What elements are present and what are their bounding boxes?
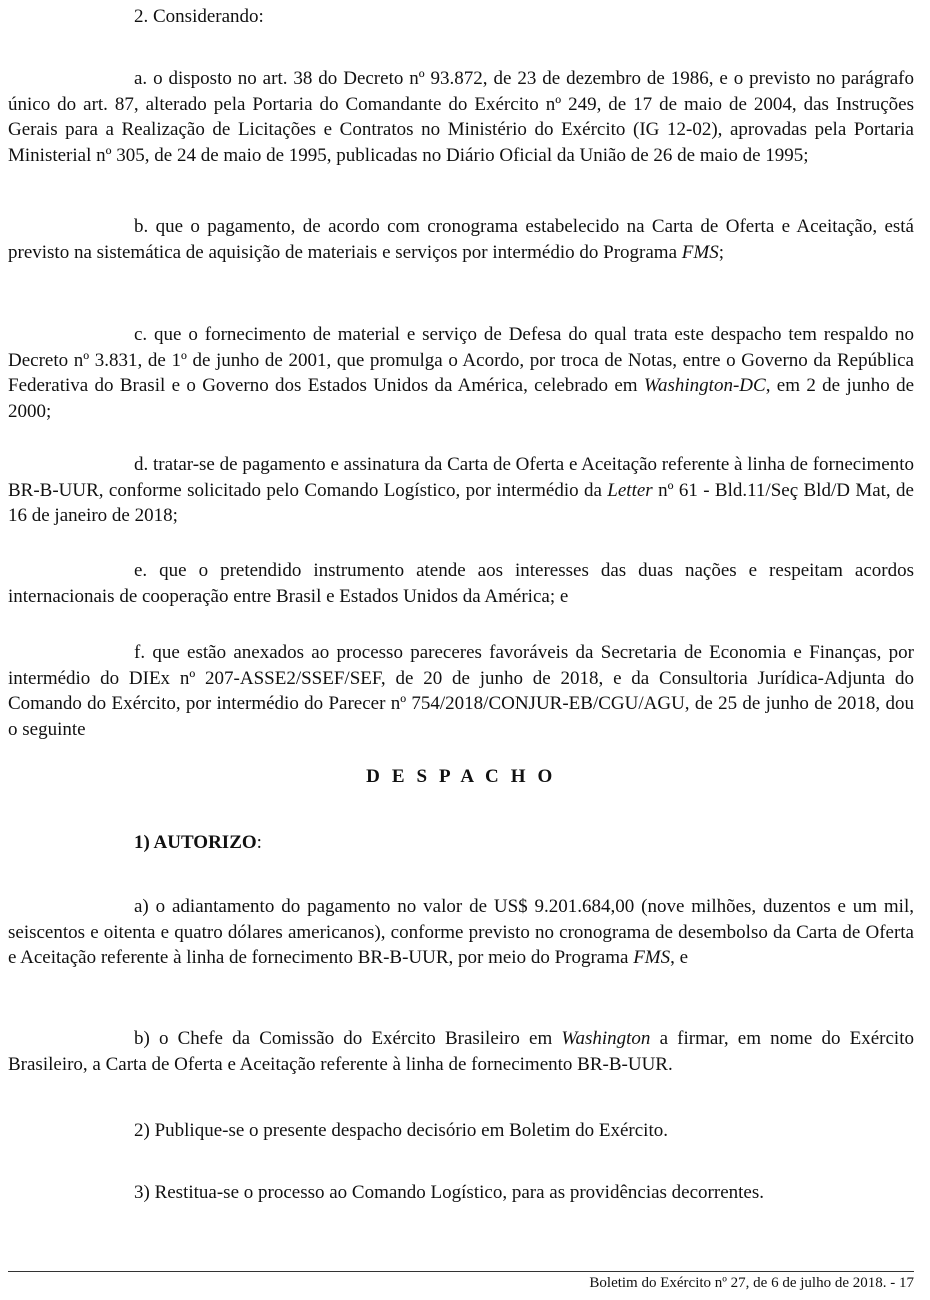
paragraph-a [8,66,914,168]
item-2-publique [134,1118,668,1144]
despacho-title-text: D E S P A C H O [366,766,556,787]
paragraph-c-text: c. que o fornecimento de material e serviço de Defesa do qual trata este despacho tem respaldo no Decreto nº 3.831, de 1º de junho de 2001, que promulga o Acordo, por troca de Notas, entre o Governo da República Federativa do Brasil e o Governo dos Estados Unidos da América, celebrado em [8,324,914,397]
paragraph-d-emphasis: Letter [607,479,653,501]
paragraph-b-text: b. que o pagamento, de acordo com cronograma estabelecido na Carta de Oferta e Aceitação, está previsto na sistemática de aquisição de materiais e serviços por intermédio do Programa [8,216,914,263]
paragraph-a-text: a. o disposto no art. 38 do Decreto nº 93.872, de 23 de dezembro de 1986, e o previsto no parágrafo único do art. 87, alterado pela Portaria do Comandante do Exército nº 249, de 17 de maio de 2004, das Instruções Gerais para a Realização de Licitações e Contratos no Ministério do Exército (IG 12-02), aprovadas pela Portaria Ministerial nº 305, de 24 de maio de 1995, publicadas no Diário Oficial da União de 26 de maio de 1995; [8,68,914,166]
item-3-text: 3) Restitua-se o processo ao Comando Logístico, para as providências decorrentes. [134,1182,764,1203]
authorization-a-emphasis: FMS [633,947,671,969]
paragraph-f-text: f. que estão anexados ao processo pareceres favoráveis da Secretaria de Economia e Finanças, por intermédio do DIEx nº 207-ASSE2/SSEF/SEF, de 20 de junho de 2018, e da Consultoria Jurídica-Adjunta do Comando do Exército, por intermédio do Parecer nº 754/2018/CONJUR-EB/CGU/AGU, de 25 de junho de 2018, dou o seguinte [8,642,914,740]
authorization-a-tail: , e [670,947,689,969]
authorization-b-text: b) o Chefe da Comissão do Exército Brasileiro em [134,1028,562,1049]
autorizo-heading [134,830,262,856]
autorizo-colon: : [256,832,262,853]
paragraph-c [8,322,914,424]
paragraph-e-text: e. que o pretendido instrumento atende aos interesses das duas nações e respeitam acordos internacionais de cooperação entre Brasil e Estados Unidos da América; e [8,560,914,607]
authorization-a-text: a) o adiantamento do pagamento no valor de US$ 9.201.684,00 (nove milhões, duzentos e um mil, seiscentos e oitenta e quatro dólares americanos), conforme previsto no cronograma de desembolso da Carta de Oferta e Aceitação referente à linha de fornecimento BR-B-UUR, por meio do Programa [8,896,914,969]
authorization-b [8,1026,914,1077]
footer-citation: Boletim do Exército nº 27, de 6 de julho de 2018. - 17 [589,1275,914,1291]
considerando-heading-text: 2. Considerando: [134,6,264,27]
authorization-b-emphasis: Washington [561,1028,651,1049]
paragraph-c-tail: , em 2 de junho de 2000; [8,375,915,422]
despacho-title [8,766,914,788]
paragraph-e [8,558,914,609]
authorization-b-tail: a firmar, em nome do Exército Brasileiro, a Carta de Oferta e Aceitação referente à linha de fornecimento BR-B-UUR. [8,1028,914,1075]
paragraph-d-tail: nº 61 - Bld.11/Seç Bld/D Mat, de 16 de janeiro de 2018; [8,479,914,527]
paragraph-f [8,640,914,742]
autorizo-bold: 1) AUTORIZO [134,832,257,853]
item-2-text: 2) Publique-se o presente despacho decisório em Boletim do Exército. [134,1120,668,1141]
item-3-restitua [134,1180,764,1206]
paragraph-d [8,452,914,529]
paragraph-d-text: d. tratar-se de pagamento e assinatura da Carta de Oferta e Aceitação referente à linha de fornecimento BR-B-UUR, conforme solicitado pelo Comando Logístico, por intermédio da [8,454,914,501]
paragraph-b [8,214,914,265]
authorization-a [8,894,914,971]
considerando-heading [134,4,264,30]
paragraph-b-tail: ; [718,241,724,263]
footer-divider [8,1271,914,1272]
paragraph-c-emphasis: Washington-DC [643,375,766,397]
paragraph-b-emphasis: FMS [681,241,719,263]
